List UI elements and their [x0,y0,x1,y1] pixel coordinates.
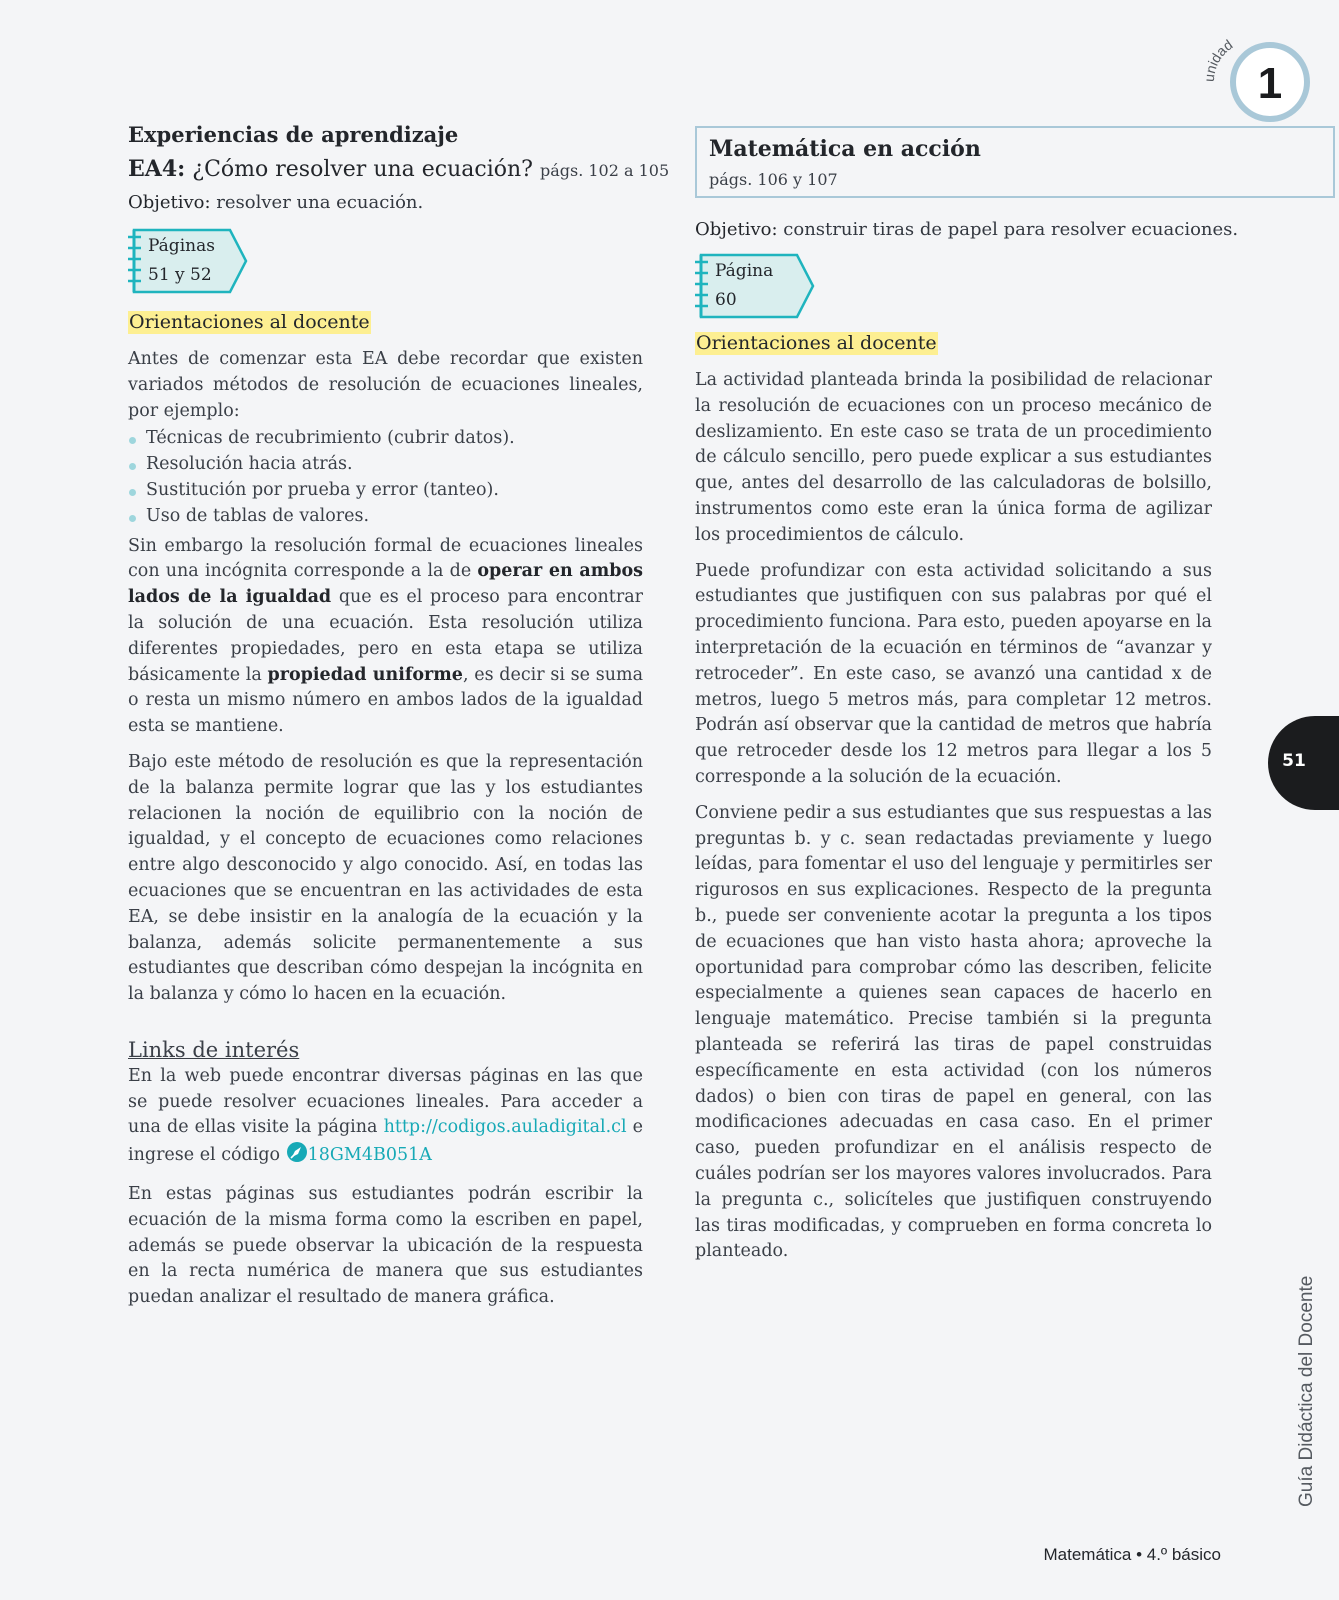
pages-tag-value: 51 y 52 [148,265,212,285]
footer: Matemática • 4.º básico [1043,1545,1221,1564]
text-run: que es el proceso para encontrar la solución de una ecuación. Esta resolución utiliza diferentes propiedades, pero en esta etapa se utiliza básicamente la [128,587,644,685]
balance-paragraph: Bajo este método de resolución es que la representación de la balanza permite lograr que las y los estudiantes relacionen la noción de equilibrio con la noción de igualdad, y el concepto de ecuaciones como relaciones entre algo desconocido y algo conocido. Así, en todas las ecuaciones que se encuentran en las actividades de esta EA, se debe insistir en la analogía de la ecuación y la balanza, además solicite permanentemente a sus estudiantes que describan cómo despejan la incógnita en la balanza y cómo lo hacen en la ecuación. [128,751,643,1005]
questions-paragraph: Conviene pedir a sus estudiantes que sus respuestas a las preguntas b. y c. sean redactadas previamente y luego leídas, para fomentar el uso del lenguaje y permitirles ser rigurosos en sus explicaciones. Respecto de la pregunta b., puede ser conveniente acotar la pregunta a los tipos de ecuaciones que han visto hasta ahora; aproveche la oportunidad para comprobar cómo las describen, felicite especialmente a quienes sean capaces de hacerlo en lenguaje matemático. Precise también si la pregunta planteada se referirá las tiras de papel construidas específicamente en esta actividad (con los números dados) o bien con tiras de papel en general, con las modificaciones adecuadas en casa caso. En el primer caso, pueden profundizar en el análisis respecto de cuáles podrían ser los mayores valores involucrados. Para la pregunta c., solicíteles que justifiquen construyendo las tiras modificadas, y comprueben en forma concreta lo planteado. [695,802,1212,1262]
intro-paragraph: Antes de comenzar esta EA debe recordar que existen variados métodos de resolución de ecuaciones lineales, por ejemplo: [128,349,643,421]
links-heading: Links de interés [128,1037,300,1062]
pages-tag [128,228,252,294]
list-item: Técnicas de recubrimiento (cubrir datos). [128,426,643,452]
text-run: Sin embargo la resolución formal de ecuaciones lineales con una incógnita corresponde a la de [128,535,643,582]
auladigital-link[interactable]: http://codigos.auladigital.cl [383,1117,627,1138]
web-pages-paragraph: En estas páginas sus estudiantes podrán escribir la ecuación de la misma forma como la escriben en papel, además se puede observar la ubicación de la respuesta en la recta numérica de manera que sus estudiantes puedan analizar el resultado de manera gráfica. [128,1183,643,1308]
access-code[interactable]: 18GM4B051A [307,1145,432,1166]
unit-number: 1 [1257,59,1283,108]
box-pages: págs. 106 y 107 [709,170,838,189]
mathematics-in-action-box [695,126,1335,198]
objective-text: resolver una ecuación. [210,192,424,213]
page-number: 51 [1282,751,1306,771]
links-paragraph [128,1064,643,1172]
unit-badge [1200,30,1320,126]
text-run: e ingrese el código [128,1117,644,1166]
section-title: Experiencias de aprendizaje [128,122,459,147]
box-title: Matemática en acción [709,136,981,162]
right-body [695,368,1212,1265]
orientations-heading: Orientaciones al docente [696,332,937,354]
side-title: Guía Didáctica del Docente [1296,1275,1317,1507]
unit-label: unidad [1200,36,1236,83]
formal-resolution-paragraph [128,534,643,740]
list-item: Uso de tablas de valores. [128,504,643,530]
ea-title [128,156,669,182]
ea-code: EA4: [128,156,186,182]
text-run: En la web puede encontrar diversas páginas en las que se puede resolver ecuaciones lineales. Para acceder a una de ellas visite la página [128,1065,643,1138]
rocket-icon [286,1141,308,1172]
ea-question: ¿Cómo resolver una ecuación? [185,157,533,182]
deepen-paragraph: Puede profundizar con esta actividad solicitando a sus estudiantes que justifiquen con sus palabras por qué el procedimiento funciona. Para esto, pueden apoyarse en la interpretación de la ecuación en términos de “avanzar y retroceder”. En este caso, se avanzó una cantidad x de metros, luego 5 metros más, para completar 12 metros. Podrán así observar que la cantidad de metros que habría que retroceder desde los 12 metros para llegar a los 5 corresponde a la solución de la ecuación. [695,560,1212,787]
pages-tag-label: Páginas [148,236,215,256]
bold-term: operar en ambos lados de la igualdad [128,561,643,608]
objective-label: Objetivo: [128,192,211,213]
orientations-heading: Orientaciones al docente [129,311,370,333]
objective [695,219,1238,240]
objective-label: Objetivo: [695,219,778,240]
left-body [128,347,643,1311]
page-number-tab [1268,716,1339,810]
objective [128,192,423,213]
page-tag-label: Página [715,261,774,281]
page-tag [695,253,819,319]
ea-pages: págs. 102 a 105 [539,161,670,180]
methods-list [128,426,643,529]
sliding-paragraph: La actividad planteada brinda la posibilidad de relacionar la resolución de ecuaciones con un proceso mecánico de deslizamiento. En este caso se trata de un procedimiento de cálculo sencillo, pero puede explicar a sus estudiantes que, antes del desarrollo de las calculadoras de bolsillo, instrumentos como este eran la única forma de agilizar los procedimientos de cálculo. [695,370,1212,545]
list-item: Resolución hacia atrás. [128,452,643,478]
svg-text:unidad [1201,36,1236,82]
objective-text: construir tiras de papel para resolver ecuaciones. [777,219,1239,240]
text-run: , es decir si se suma o resta un mismo número en ambos lados de la igualdad esta se mantiene. [128,664,643,737]
list-item: Sustitución por prueba y error (tanteo). [128,478,643,504]
page-tag-value: 60 [715,290,737,310]
bold-term: propiedad uniforme [267,664,463,685]
